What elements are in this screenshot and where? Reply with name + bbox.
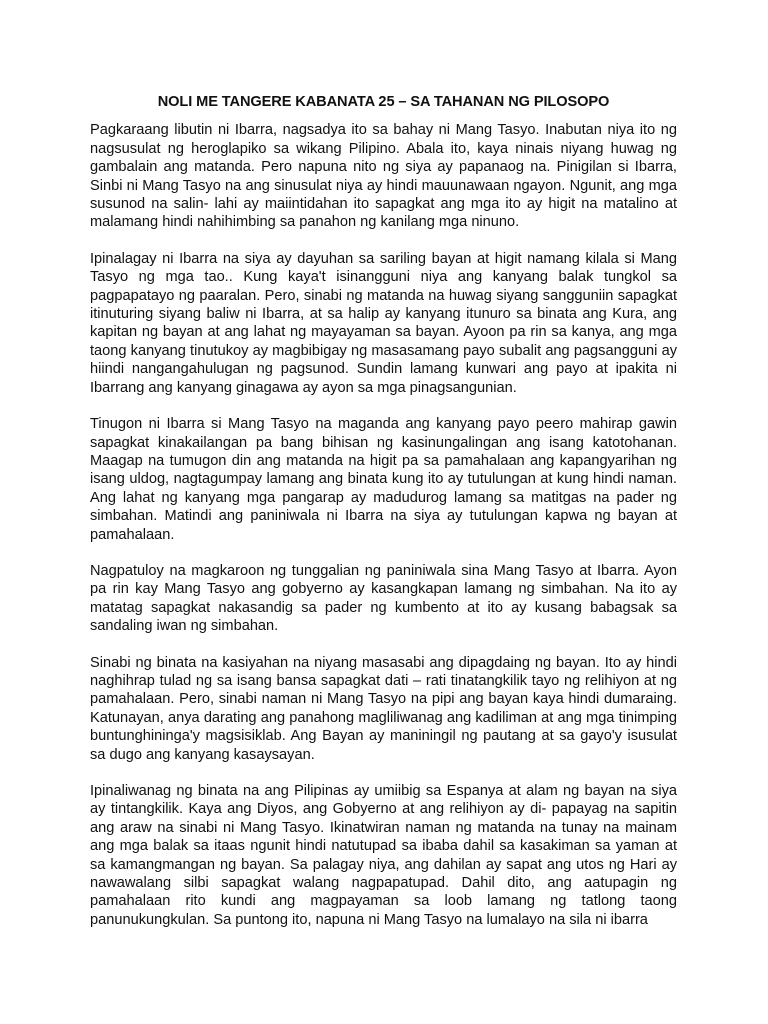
document-body	[90, 93, 677, 947]
paragraph-6: Ipinaliwanag ng binata na ang Pilipinas ay umiibig sa Espanya at alam ng bayan na siya ay tintangkilik. Kaya ang Diyos, ang Gobyerno at ang relihiyon ay di- papayag na sapitin ang araw na sinabi ni Mang Tasyo. Ikinatwiran naman ng matanda na tunay na mainam ang mga balak sa itaas ngunit hindi natutupad sa ibaba dahil sa kasakiman sa yaman at sa kamangmangan ng bayan. Sa palagay niya, ang dahilan ay sapat ang utos ng Hari ay nawawalang silbi sapagkat walang nagpapatupad. Dahil dito, ang aatupagin ng pamahalaan rito kundi ang magpayaman sa loob lamang ng tatlong taong panunukungkulan. Sa puntong ito, napuna ni Mang Tasyo na lumalayo na sila ni ibarra	[90, 783, 677, 928]
paragraph-1: Pagkaraang libutin ni Ibarra, nagsadya ito sa bahay ni Mang Tasyo. Inabutan niya ito ng nagsusulat ng heroglapiko sa wikang Pilipino. Abala ito, kaya ninais niyang huwag ng gambalain ang matanda. Pero napuna nito ng siya ay papanaog na. Pinigilan si Ibarra, Sinbi ni Mang Tasyo na ang sinusulat niya ay hindi mauunawaan ngayon. Ngunit, ang mga susunod na salin- lahi ay maiintidahan ito sapagkat ang mga ito ay higit na matalino at malamang hindi nahihimbing sa panahon ng kanilang mga ninuno.	[90, 122, 677, 231]
paragraph-4: Nagpatuloy na magkaroon ng tunggalian ng paniniwala sina Mang Tasyo at Ibarra. Ayon pa rin kay Mang Tasyo ang gobyerno ay kasangkapan lamang ng simbahan. Na ito ay matatag sapagkat nakasandig sa pader ng kumbento at ito ay kusang babagsak sa sandaling iwan ng simbahan.	[90, 562, 677, 635]
paragraph-5: Sinabi ng binata na kasiyahan na niyang masasabi ang dipagdaing ng bayan. Ito ay hindi naghihrap tulad ng sa isang bansa sapagkat dati – rati tinatangkilik tayo ng relihiyon at ng pamahalaan. Pero, sinabi naman ni Mang Tasyo na pipi ang bayan kaya hindi dumaraing. Katunayan, anya darating ang panahong magliliwanag ang kadiliman at ang mga tinimping buntunghiningа'y magsisiklab. Ang Bayan ay maniningil ng pautang at sa gayo'y isusulat sa dugo ang kanyang kasaysayan.	[90, 654, 677, 763]
paragraph-2: Ipinalagay ni Ibarra na siya ay dayuhan sa sariling bayan at higit namang kilala si Mang Tasyo ng mga tao.. Kung kaya't isinangguni niya ang kanyang balak tungkol sa pagpapatayo ng paaralan. Pero, sinabi ng matanda na huwag siyang sangguniin sapagkat itinuturing siyang baliw ni Ibarra, at sa halip ay kanyang itunuro sa binata ang Kura, ang kapitan ng bayan at ang lahat ng mayayaman sa bayan. Ayoon pa rin sa kanya, ang mga taong kanyang tinutukoy ay magbibigay ng masasamang payo subalit ang pagsangguni ay hiindi nangangahulugan ng pagsunod. Sundin lamang kunwari ang payo at ipakita ni Ibarrang ang kanyang ginagawa ay ayon sa mga pinagsangunian.	[90, 250, 677, 396]
paragraph-3: Tinugon ni Ibarra si Mang Tasyo na maganda ang kanyang payo peero mahirap gawin sapagkat kinakailangan pa bang bihisan ng kasinungalingan ang isang katotohanan. Maagap na tumugon din ang matanda na higit pa sa pamahalaan ang kapangyarihan ng isang uldog, nagtagumpay lamang ang binata kung ito ay tutulungan at kung hindi naman. Ang lahat ng kanyang mga pangarap ay madudurog lamang sa matitgas na pader ng simbahan. Matindi ang paniniwala ni Ibarra na siya ay tutulungan kapwa ng bayan at pamahalaan.	[90, 416, 677, 543]
document-title: NOLI ME TANGERE KABANATA 25 – SA TAHANAN NG PILOSOPO	[157, 94, 610, 110]
